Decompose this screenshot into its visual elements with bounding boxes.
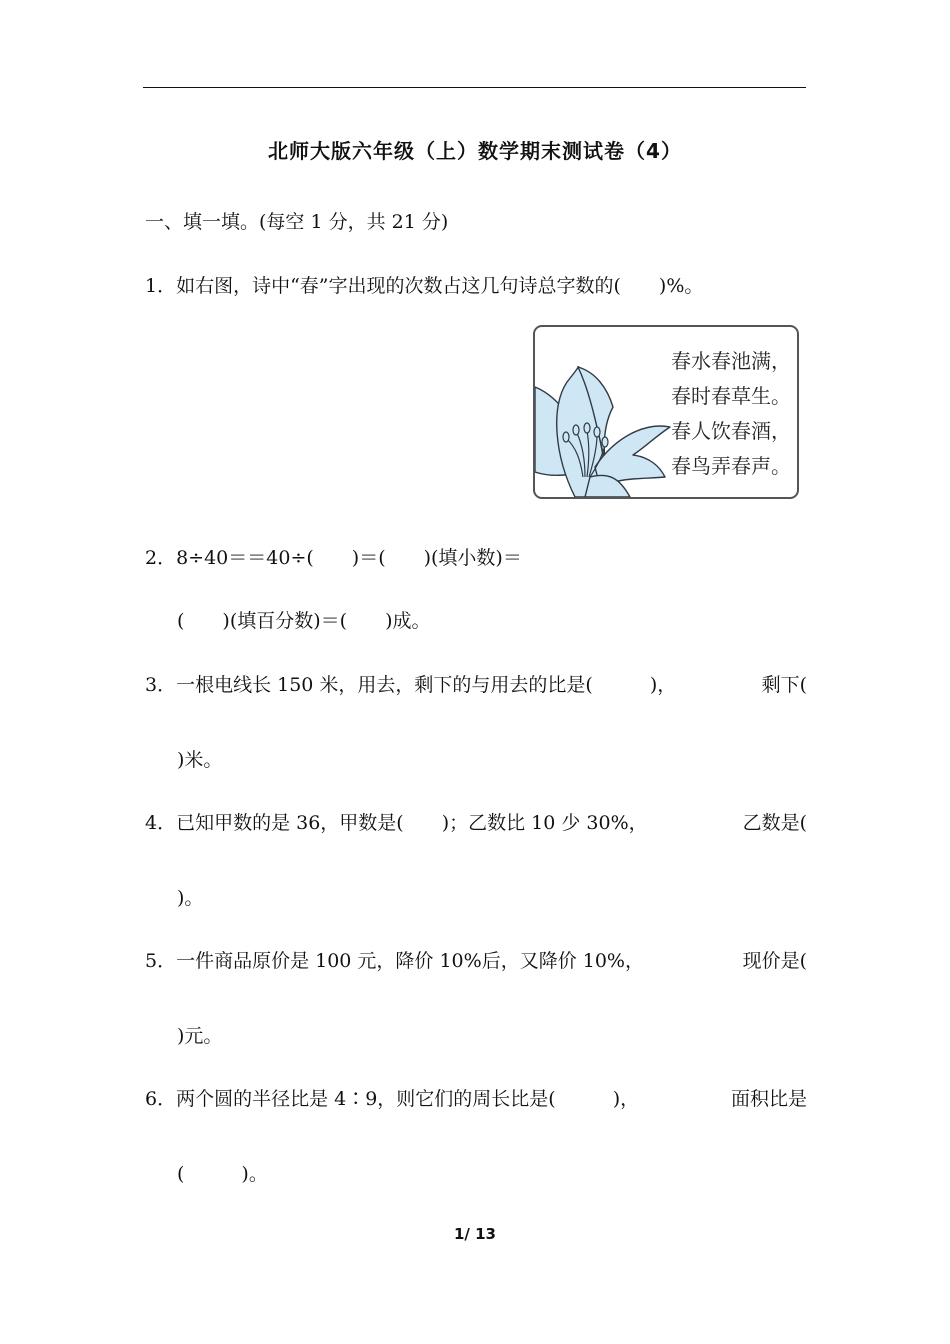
question-4-line-2: )。: [177, 887, 204, 909]
poem-line: 春鸟弄春声。: [671, 454, 791, 478]
question-6-line-2: ( )。: [177, 1163, 268, 1185]
poem-card: [533, 325, 799, 499]
poem-line: 春水春池满，: [671, 349, 791, 373]
question-4-tail: 乙数是(: [742, 812, 807, 834]
question-3-text: 3．一根电线长 150 米，用去，剩下的与用去的比是( )，: [145, 674, 677, 696]
page-number: 1/ 13: [453, 1225, 496, 1243]
header-rule: [143, 87, 806, 88]
question-5-line-1: [145, 948, 807, 974]
question-3-tail: 剩下(: [761, 674, 807, 696]
question-5-line-2: )元。: [177, 1025, 223, 1047]
question-6-text: 6．两个圆的半径比是 4∶9，则它们的周长比是( )，: [145, 1088, 640, 1110]
poem-line: 春时春草生。: [671, 384, 791, 408]
question-3-line-2: )米。: [177, 749, 223, 771]
poem-line: 春人饮春酒，: [671, 419, 791, 443]
poem-text: [671, 344, 791, 484]
question-3-line-1: [145, 672, 807, 698]
question-4-line-1: [145, 810, 807, 836]
question-2-line-2: ( )(填百分数)＝( )成。: [177, 610, 431, 632]
question-4-text: 4．已知甲数的是 36，甲数是( )；乙数比 10 少 30%，: [145, 812, 648, 834]
question-5-text: 5．一件商品原价是 100 元，降价 10%后，又降价 10%，: [145, 950, 644, 972]
question-1: 1．如右图，诗中“春”字出现的次数占这几句诗总字数的( )%。: [145, 275, 704, 297]
question-6-tail: 面积比是: [730, 1088, 807, 1110]
question-6-line-1: [145, 1086, 807, 1112]
question-2-line-1: 2．8÷40＝＝40÷( )＝( )(填小数)＝: [145, 547, 522, 569]
page-title: 北师大版六年级（上）数学期末测试卷（4）: [268, 139, 682, 163]
question-5-tail: 现价是(: [742, 950, 807, 972]
section-heading: 一、填一填。(每空 1 分，共 21 分): [145, 211, 449, 233]
